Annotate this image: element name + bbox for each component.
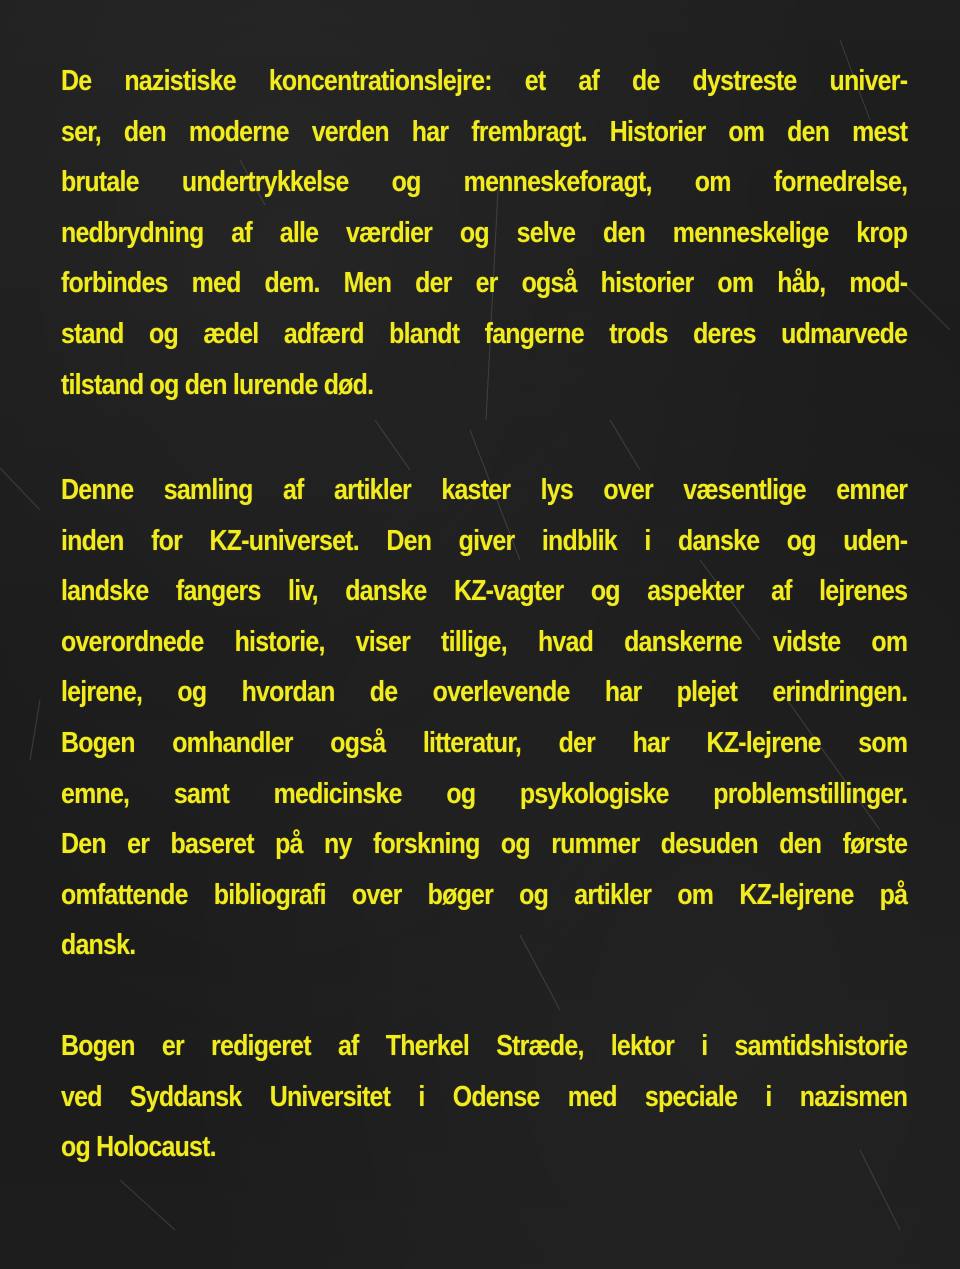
text-line: tilstand og den lurende død. xyxy=(61,368,374,401)
text-line: dansk. xyxy=(61,929,136,962)
text-line: ser, den moderne verden har frembragt. Historier om den mest xyxy=(61,115,908,148)
text-line: emne, samt medicinske og psykologiske problemstillinger. xyxy=(61,777,908,810)
text-line: Bogen omhandler også litteratur, der har KZ-lejrene som xyxy=(61,726,908,759)
paragraph-editor xyxy=(61,1021,907,1173)
text-line: stand og ædel adfærd blandt fangerne trods deres udmarvede xyxy=(61,317,908,350)
paragraph-intro xyxy=(61,56,907,410)
text-line: Denne samling af artikler kaster lys over væsentlige emner xyxy=(61,474,908,506)
text-line: forbindes med dem. Men der er også historier om håb, mod- xyxy=(61,267,908,300)
text-line: De nazistiske koncentrationslejre: et af de dystreste univer- xyxy=(61,65,908,97)
text-line: og Holocaust. xyxy=(61,1131,216,1164)
paragraph-collection xyxy=(61,465,907,971)
text-line: brutale undertrykkelse og menneskeforagt, om fornedrelse, xyxy=(61,166,908,199)
text-line: overordnede historie, viser tillige, hvad danskerne vidste om xyxy=(61,625,908,658)
text-line: Den er baseret på ny forskning og rummer desuden den første xyxy=(61,828,908,861)
text-line: Bogen er redigeret af Therkel Stræde, lektor i samtidshistorie xyxy=(61,1030,908,1062)
text-line: inden for KZ-universet. Den giver indblik i danske og uden- xyxy=(61,524,908,557)
text-line: landske fangers liv, danske KZ-vagter og aspekter af lejrenes xyxy=(61,575,908,608)
text-line: nedbrydning af alle værdier og selve den menneskelige krop xyxy=(61,216,908,249)
text-line: omfattende bibliografi over bøger og artikler om KZ-lejrene på xyxy=(61,878,908,911)
text-line: lejrene, og hvordan de overlevende har plejet erindringen. xyxy=(61,676,908,709)
text-line: ved Syddansk Universitet i Odense med speciale i nazismen xyxy=(61,1080,908,1113)
